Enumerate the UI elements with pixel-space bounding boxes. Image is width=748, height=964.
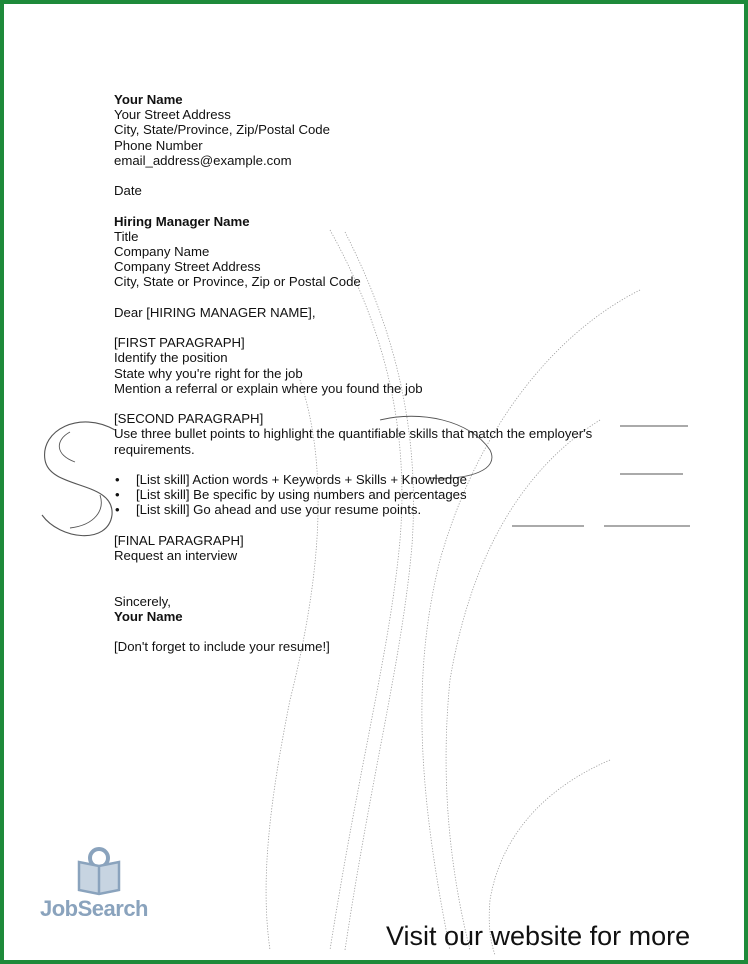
sender-street: Your Street Address — [114, 107, 231, 123]
second-paragraph-intro-cont: requirements. — [114, 441, 195, 457]
jobsearch-logo[interactable] — [40, 846, 170, 926]
first-paragraph-heading: [FIRST PARAGRAPH] — [114, 335, 245, 351]
logo-text: JobSearch — [40, 896, 148, 921]
skill-bullet: • [List skill] Action words + Keywords + Skills + Knowledge — [114, 472, 674, 487]
first-paragraph-line: State why you're right for the job — [114, 365, 303, 381]
final-paragraph-heading: [FINAL PARAGRAPH] — [114, 532, 244, 548]
skill-bullet-list — [114, 472, 674, 518]
book-magnifier-icon — [76, 846, 166, 898]
cover-letter — [114, 92, 674, 654]
recipient-title: Title — [114, 228, 139, 244]
skill-bullet: • [List skill] Go ahead and use your resume points. — [114, 502, 674, 517]
first-paragraph-line: Identify the position — [114, 350, 228, 366]
skill-bullet: • [List skill] Be specific by using numbers and percentages — [114, 487, 674, 502]
recipient-company: Company Name — [114, 244, 210, 259]
signature: Your Name — [114, 608, 183, 624]
salutation: Dear [HIRING MANAGER NAME], — [114, 304, 316, 320]
recipient-street: Company Street Address — [114, 259, 261, 275]
recipient-city: City, State or Province, Zip or Postal Code — [114, 274, 361, 290]
sender-city: City, State/Province, Zip/Postal Code — [114, 122, 330, 138]
closing: Sincerely, — [114, 593, 171, 609]
final-paragraph-line: Request an interview — [114, 547, 238, 563]
website-cta[interactable]: Visit our website for more — [386, 921, 691, 951]
resume-reminder: [Don't forget to include your resume!] — [114, 639, 330, 655]
sender-email: email_address@example.com — [114, 152, 292, 168]
recipient-name: Hiring Manager Name — [114, 213, 250, 229]
second-paragraph-intro: Use three bullet points to highlight the quantifiable skills that match the employer's — [114, 426, 593, 442]
second-paragraph-heading: [SECOND PARAGRAPH] — [114, 411, 264, 427]
letter-date: Date — [114, 183, 142, 199]
first-paragraph-line: Mention a referral or explain where you found the job — [114, 380, 423, 396]
sender-name: Your Name — [114, 92, 183, 107]
sender-phone: Phone Number — [114, 137, 203, 153]
